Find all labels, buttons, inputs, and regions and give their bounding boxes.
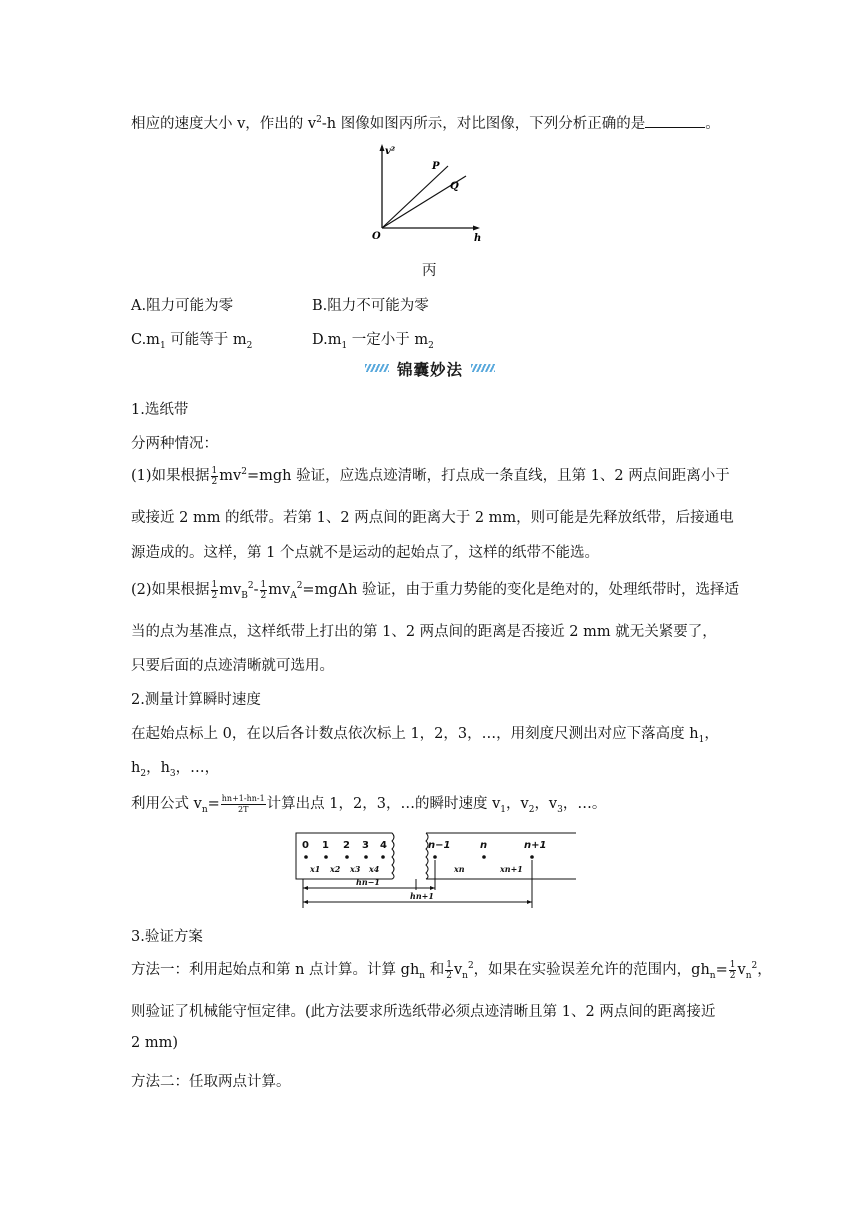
s3-method1-line1	[131, 958, 772, 981]
sub: n	[745, 970, 752, 981]
sup: 2	[751, 961, 758, 972]
y-axis-arrow	[380, 144, 385, 151]
x-label: h	[474, 233, 482, 244]
frac-den: 2	[211, 590, 218, 601]
text: 和	[425, 962, 445, 978]
tape-xn: xn	[454, 864, 465, 874]
option-d-sub2: 2	[428, 340, 434, 351]
frac-den: 2T	[238, 804, 249, 814]
line-p	[382, 166, 448, 228]
fraction	[211, 466, 219, 487]
tape-num-2: 2	[343, 840, 350, 851]
s1-case2-line3: 只要后面的点迹清晰就可选用。	[131, 658, 334, 674]
text: ，	[704, 726, 719, 742]
banner-stripes-right	[471, 364, 495, 372]
answer-blank	[645, 115, 705, 128]
tape-num-0: 0	[302, 840, 309, 851]
line-p-label: P	[432, 161, 440, 172]
text: =	[715, 962, 728, 978]
frac-den: 2	[211, 476, 218, 487]
frac-num: 1	[211, 465, 218, 476]
tape-n-minus: n−1	[428, 840, 451, 851]
s1-case1-line3: 源造成的。这样，第 1 个点就不是运动的起始点了，这样的纸带不能选。	[131, 545, 599, 561]
sub: n	[462, 970, 468, 981]
text: h	[131, 760, 141, 776]
text: (2)如果根据	[131, 582, 210, 598]
y-label: v²	[385, 146, 396, 157]
text: mv	[268, 582, 291, 598]
text: =mgh 验证，应选点迹清晰，打点成一条直线，且第 1、2 两点间距离小于	[246, 468, 730, 484]
sub: 3	[169, 768, 176, 779]
text: 利用公式 v	[131, 796, 202, 812]
tape-x3: x3	[350, 864, 361, 874]
banner-stripes-left	[365, 364, 389, 372]
text: 方法一：利用起始点和第 n 点计算。计算 gh	[131, 962, 420, 978]
option-d-pre: D.m	[312, 332, 342, 348]
option-d-sub1: 1	[341, 340, 348, 351]
fraction	[445, 960, 453, 981]
sub: 1	[500, 804, 506, 815]
sub: 2	[528, 804, 535, 815]
text: v	[453, 962, 463, 978]
tape-h-nm1: hn−1	[356, 877, 380, 887]
text: =	[207, 796, 220, 812]
option-c	[131, 328, 252, 351]
sub: 3	[557, 804, 563, 815]
text: 计算出点 1，2，3，…的瞬时速度 v	[266, 796, 501, 812]
tape-num-4: 4	[380, 840, 387, 851]
v2-h-graph	[370, 140, 490, 244]
tape-x1: x1	[310, 864, 321, 874]
tape-h-np1: hn+1	[410, 891, 434, 901]
option-d	[312, 328, 434, 351]
s1-case1-line2: 或接近 2 mm 的纸带。若第 1、2 两点间的距离大于 2 mm，则可能是先释放纸带，后接通电	[131, 510, 734, 526]
sub: B	[241, 590, 248, 601]
stem-sup: 2	[316, 115, 322, 126]
fraction	[260, 580, 268, 601]
text: -	[253, 582, 259, 598]
s1-case1-line1	[131, 464, 730, 487]
s2-line1	[131, 722, 719, 745]
fraction	[221, 794, 266, 815]
tape-xn1: xn+1	[500, 864, 523, 874]
frac-num: 1	[260, 579, 267, 590]
s2-line2	[131, 756, 219, 779]
s1-case2-line1	[131, 578, 739, 601]
s3-heading: 3.验证方案	[131, 929, 203, 945]
line-q-label: Q	[450, 181, 459, 192]
stem-text: 相应的速度大小 v，作出的 v	[131, 116, 317, 132]
sub: 1	[698, 734, 705, 745]
s1-intro: 分两种情况：	[131, 436, 218, 452]
tape-n: n	[480, 840, 488, 851]
text: ，v	[506, 796, 529, 812]
sub: 2	[140, 768, 147, 779]
tape-n-plus: n+1	[524, 840, 547, 851]
frac-num: 1	[211, 579, 218, 590]
fraction	[211, 580, 219, 601]
text: ，如果在实验误差允许的范围内，gh	[473, 962, 710, 978]
section-banner	[365, 357, 495, 381]
text: ，v	[534, 796, 558, 812]
stem-text-2: -h 图像如图丙所示，对比图像，下列分析正确的是	[321, 116, 646, 132]
sup: 2	[241, 467, 247, 478]
fraction	[729, 960, 737, 981]
sub: n	[201, 804, 208, 815]
frac-den: 2	[729, 970, 736, 981]
frac-num: 1	[729, 959, 736, 970]
sup: 2	[296, 581, 303, 592]
graph-caption: 丙	[422, 263, 437, 279]
x-axis-arrow	[473, 226, 480, 231]
frac-num: 1	[446, 959, 452, 970]
s3-method1-line2: 则验证了机械能守恒定律。(此方法要求所选纸带必须点迹清晰且第 1、2 两点间的距离接近	[131, 1004, 716, 1020]
text: =mgΔh 验证，由于重力势能的变化是绝对的，处理纸带时，选择适	[302, 582, 740, 598]
s1-heading: 1.选纸带	[131, 402, 189, 418]
sub: n	[419, 970, 426, 981]
tape-num-1: 1	[322, 840, 329, 851]
s3-method1-line3: 2 mm)	[131, 1035, 178, 1051]
sub: n	[709, 970, 716, 981]
tape-x2: x2	[330, 864, 341, 874]
text: ，…。	[562, 796, 607, 812]
text: ，	[757, 962, 772, 978]
option-b: B.阻力不可能为零	[312, 298, 429, 314]
tape-x4: x4	[369, 864, 380, 874]
stem-end: 。	[705, 116, 720, 132]
frac-den: 2	[446, 970, 452, 981]
option-d-mid: 一定小于 m	[347, 332, 429, 348]
question-stem	[131, 112, 720, 133]
text: mv	[219, 582, 242, 598]
text: v	[737, 962, 746, 978]
banner-title: 锦囊妙法	[397, 361, 464, 379]
s1-case2-line2: 当的点为基准点，这样纸带上打出的第 1、2 两点间的距离是否接近 2 mm 就无关紧要了，	[131, 624, 717, 640]
option-a: A.阻力可能为零	[131, 298, 234, 314]
tape-num-3: 3	[362, 840, 369, 851]
origin-label: O	[372, 231, 381, 242]
s2-line3	[131, 792, 606, 815]
s2-heading: 2.测量计算瞬时速度	[131, 692, 261, 708]
option-c-sub1: 1	[159, 340, 166, 351]
sup: 2	[467, 961, 474, 972]
frac-num: hn+1-hn-1	[221, 793, 265, 803]
option-c-mid: 可能等于 m	[165, 332, 247, 348]
sup: 2	[247, 581, 254, 592]
frac-den: 2	[260, 590, 267, 601]
text: ，…，	[175, 760, 220, 776]
text: mv	[219, 468, 242, 484]
s3-method2: 方法二：任取两点计算。	[131, 1074, 291, 1090]
text: ，h	[146, 760, 170, 776]
sub: A	[290, 590, 297, 601]
text: 在起始点标上 0，在以后各计数点依次标上 1，2，3，…，用刻度尺测出对应下落高度 h	[131, 726, 699, 742]
text: (1)如果根据	[131, 468, 210, 484]
paper-tape-diagram	[292, 830, 578, 910]
option-c-sub2: 2	[246, 340, 253, 351]
option-c-pre: C.m	[131, 332, 160, 348]
